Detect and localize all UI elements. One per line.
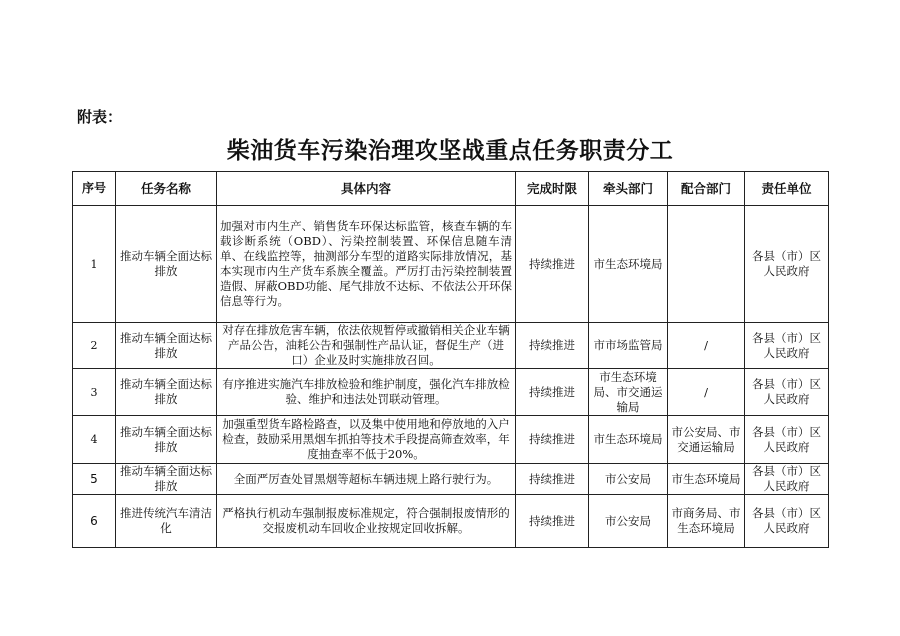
row-index: 3: [73, 369, 116, 416]
row-lead: 市生态环境局、市交通运输局: [589, 369, 668, 416]
document-title: 柴油货车污染治理攻坚战重点任务职责分工: [226, 138, 674, 164]
row-responsible: 各县（市）区人民政府: [745, 416, 829, 464]
header-support: 配合部门: [668, 172, 745, 206]
row-deadline: 持续推进: [516, 323, 589, 369]
header-lead: 牵头部门: [589, 172, 668, 206]
row-content: 有序推进实施汽车排放检验和维护制度，强化汽车排放检验、维护和违法处罚联动管理。: [217, 369, 516, 416]
row-support: 市生态环境局: [668, 464, 745, 495]
row-index: 4: [73, 416, 116, 464]
row-support: 市公安局、市交通运输局: [668, 416, 745, 464]
row-index: 6: [73, 495, 116, 548]
row-index: 1: [73, 206, 116, 323]
row-lead: 市市场监管局: [589, 323, 668, 369]
row-content: 全面严厉查处冒黑烟等超标车辆违规上路行驶行为。: [217, 464, 516, 495]
table-row: [73, 416, 829, 464]
row-content: 对存在排放危害车辆，依法依规暂停或撤销相关企业车辆产品公告，油耗公告和强制性产品认证，督促生产（进口）企业及时实施排放召回。: [217, 323, 516, 369]
row-responsible: 各县（市）区人民政府: [745, 323, 829, 369]
table-row: [73, 369, 829, 416]
row-support: /: [668, 369, 745, 416]
row-task: 推动车辆全面达标排放: [116, 206, 217, 323]
row-support: /: [668, 323, 745, 369]
header-index: 序号: [73, 172, 116, 206]
header-deadline: 完成时限: [516, 172, 589, 206]
row-lead: 市公安局: [589, 495, 668, 548]
row-lead: 市生态环境局: [589, 416, 668, 464]
header-content: 具体内容: [217, 172, 516, 206]
row-support: [668, 206, 745, 323]
table-row: [73, 206, 829, 323]
row-lead: 市生态环境局: [589, 206, 668, 323]
row-deadline: 持续推进: [516, 206, 589, 323]
row-support: 市商务局、市生态环境局: [668, 495, 745, 548]
row-content: 严格执行机动车强制报废标准规定，符合强制报废情形的交报废机动车回收企业按规定回收拆解。: [217, 495, 516, 548]
row-index: 5: [73, 464, 116, 495]
row-lead: 市公安局: [589, 464, 668, 495]
row-deadline: 持续推进: [516, 369, 589, 416]
appendix-label: 附表：: [77, 108, 123, 126]
row-content: 加强重型货车路检路查，以及集中使用地和停放地的入户检查，鼓励采用黑烟车抓拍等技术手段提高筛查效率，年度抽查率不低于20%。: [217, 416, 516, 464]
row-task: 推动车辆全面达标排放: [116, 464, 217, 495]
table-row: [73, 464, 829, 495]
table-header-row: [73, 172, 829, 206]
row-task: 推进传统汽车清洁化: [116, 495, 217, 548]
row-task: 推动车辆全面达标排放: [116, 416, 217, 464]
row-responsible: 各县（市）区人民政府: [745, 369, 829, 416]
header-responsible: 责任单位: [745, 172, 829, 206]
table-row: [73, 495, 829, 548]
row-deadline: 持续推进: [516, 495, 589, 548]
row-responsible: 各县（市）区人民政府: [745, 495, 829, 548]
header-task: 任务名称: [116, 172, 217, 206]
row-responsible: 各县（市）区人民政府: [745, 206, 829, 323]
row-deadline: 持续推进: [516, 416, 589, 464]
row-responsible: 各县（市）区人民政府: [745, 464, 829, 495]
row-task: 推动车辆全面达标排放: [116, 323, 217, 369]
row-task: 推动车辆全面达标排放: [116, 369, 217, 416]
row-index: 2: [73, 323, 116, 369]
row-deadline: 持续推进: [516, 464, 589, 495]
row-content: 加强对市内生产、销售货车环保达标监管，核查车辆的车载诊断系统（OBD）、污染控制装置、环保信息随车清单、在线监控等，抽测部分车型的道路实际排放情况，基本实现市内生产货车系族全覆盖。严厉打击污染控制装置造假、屏蔽OBD功能、尾气排放不达标、不依法公开环保信息等行为。: [217, 206, 516, 323]
table-row: [73, 323, 829, 369]
task-responsibility-table: [72, 171, 829, 548]
